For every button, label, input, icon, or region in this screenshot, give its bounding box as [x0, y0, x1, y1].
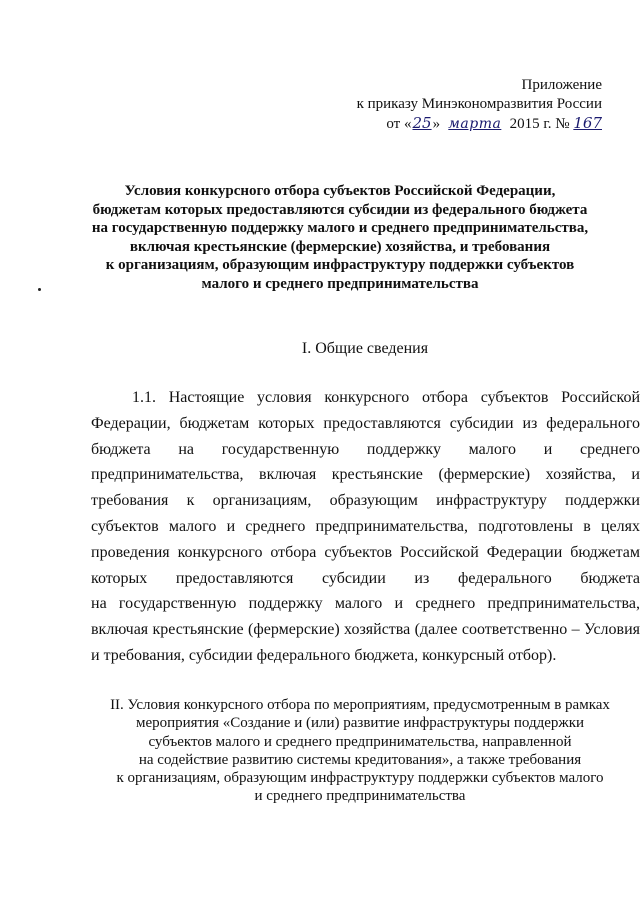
section-2-heading-line: к организациям, образующим инфраструктуру поддержки субъектов малого: [116, 770, 604, 787]
appendix-order-reference: к приказу Минэкономразвития России: [356, 96, 602, 112]
paragraph-line: требования к организациям, образующим инфраструктуру поддержки: [91, 492, 640, 510]
section-2-heading-line: мероприятия «Создание и (или) развитие инфраструктуры поддержки: [135, 715, 585, 732]
paragraph-line: и требования, субсидии федерального бюджета, конкурсный отбор).: [91, 646, 557, 664]
appendix-header: [302, 76, 602, 134]
order-number-handwritten: 167: [573, 114, 602, 132]
paragraph-line: Федерации, бюджетам которых предоставляются субсидии из федерального: [91, 414, 640, 432]
title-line: на государственную поддержку малого и среднего предпринимательства,: [91, 220, 589, 237]
paragraph-line: которых предоставляются субсидии из федерального бюджета: [91, 569, 640, 587]
section-2-heading-line: II. Условия конкурсного отбора по мероприятиям, предусмотренным в рамках: [110, 697, 610, 713]
title-line: малого и среднего предпринимательства: [201, 275, 479, 292]
title-line: Условия конкурсного отбора субъектов Российской Федерации,: [124, 183, 556, 199]
title-line: к организациям, образующим инфраструктуру поддержки субъектов: [105, 257, 575, 274]
paragraph-line: субъектов малого и среднего предпринимательства, подготовлены в целях: [91, 517, 640, 535]
appendix-date-line: [302, 114, 602, 134]
date-year: 2015 г. №: [509, 116, 570, 132]
section-2-heading: [80, 696, 640, 806]
paragraph-line: на государственную поддержку малого и среднего предпринимательства,: [91, 595, 640, 613]
title-line: включая крестьянские (фермерские) хозяйства, и требования: [129, 238, 551, 255]
paragraph-line: 1.1. Настоящие условия конкурсного отбора субъектов Российской: [132, 389, 640, 406]
title-line: бюджетам которых предоставляются субсидии из федерального бюджета: [92, 201, 588, 218]
appendix-label: Приложение: [521, 77, 602, 93]
section-2-heading-line: на содействие развитию системы кредитования», а также требования: [138, 751, 582, 768]
date-separator: »: [432, 116, 441, 132]
paragraph-line: включая крестьянские (фермерские) хозяйства (далее соответственно – Условия: [91, 621, 640, 639]
paragraph-line: предпринимательства, включая крестьянские (фермерские) хозяйства, и: [91, 466, 640, 484]
date-prefix: от «: [386, 116, 412, 132]
date-day-handwritten: 25: [412, 114, 432, 132]
paragraph-line: проведения конкурсного отбора субъектов Российской Федерации бюджетам: [91, 543, 640, 561]
paragraph-line: бюджета на государственную поддержку малого и среднего: [91, 440, 640, 458]
section-1-heading: I. Общие сведения: [301, 340, 429, 357]
scan-speck: [38, 288, 41, 291]
section-2-heading-line: и среднего предпринимательства: [254, 788, 466, 805]
section-1-paragraph: [91, 385, 640, 669]
section-2-heading-line: субъектов малого и среднего предпринимательства, направленной: [148, 733, 572, 750]
document-title: [40, 182, 640, 294]
date-month-handwritten: марта: [448, 116, 502, 132]
